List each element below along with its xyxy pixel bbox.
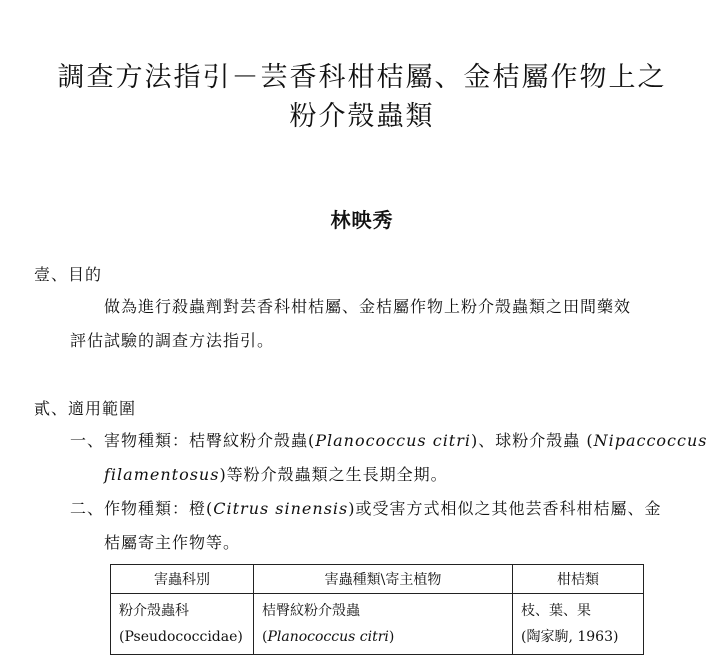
scope-item-pest-line-2 [104,462,448,485]
purpose-text-line-1: 做為進行殺蟲劑對芸香科柑桔屬、金桔屬作物上粉介殼蟲類之田間藥效 [104,297,632,316]
table-row [111,594,644,655]
family-latin: (Pseudococcidae) [119,629,243,645]
species-open-paren: ( [262,629,268,645]
scope-item-crop-line-1 [70,496,661,519]
pest-species-1: Planococcus citri [315,431,471,450]
scope-item-pest-line-1 [70,428,707,451]
cell-family [111,594,254,655]
author-name: 林映秀 [330,208,394,232]
document-title [20,58,704,136]
species-name: 桔臀紋粉介殼蟲 [262,603,360,619]
crop-species: Citrus sinensis [213,499,349,518]
host-reference: (陶家駒, 1963) [521,629,619,645]
species-latin-name: Planococcus citri [267,629,389,645]
crop-prefix: 二、作物種類：橙( [70,499,214,518]
pest-prefix: 一、害物種類：桔臀紋粉介殼蟲( [70,431,316,450]
table-header-row [111,565,644,594]
species-latin [262,624,504,650]
crop-suffix: )或受害方式相似之其他芸香科柑桔屬、金 [348,499,662,518]
title-line-1: 調查方法指引－芸香科柑桔屬、金桔屬作物上之 [57,62,667,93]
header-pest-species-host: 害蟲種類\寄主植物 [254,565,513,594]
family-name: 粉介殼蟲科 [119,603,189,619]
host-parts: 枝、葉、果 [521,603,591,619]
cell-host [513,594,644,655]
cell-species [254,594,513,655]
host-table [110,564,644,655]
pest-species-2-epithet: filamentosus [104,465,220,484]
scope-item-crop-line-2: 桔屬寄主作物等。 [104,533,241,552]
section-purpose-heading: 壹、目的 [34,265,103,284]
section-scope-heading: 貳、適用範圍 [34,399,137,418]
pest-species-2-genus: Nipaccoccus [593,431,708,450]
purpose-text-line-2: 評估試驗的調查方法指引。 [70,331,275,350]
pest-mid: )、球粉介殼蟲 ( [471,431,594,450]
species-close-paren: ) [388,629,395,645]
title-line-2: 粉介殼蟲類 [289,101,435,132]
header-citrus: 柑桔類 [513,565,644,594]
pest-suffix: )等粉介殼蟲類之生長期全期。 [219,465,448,484]
header-pest-family: 害蟲科別 [111,565,254,594]
